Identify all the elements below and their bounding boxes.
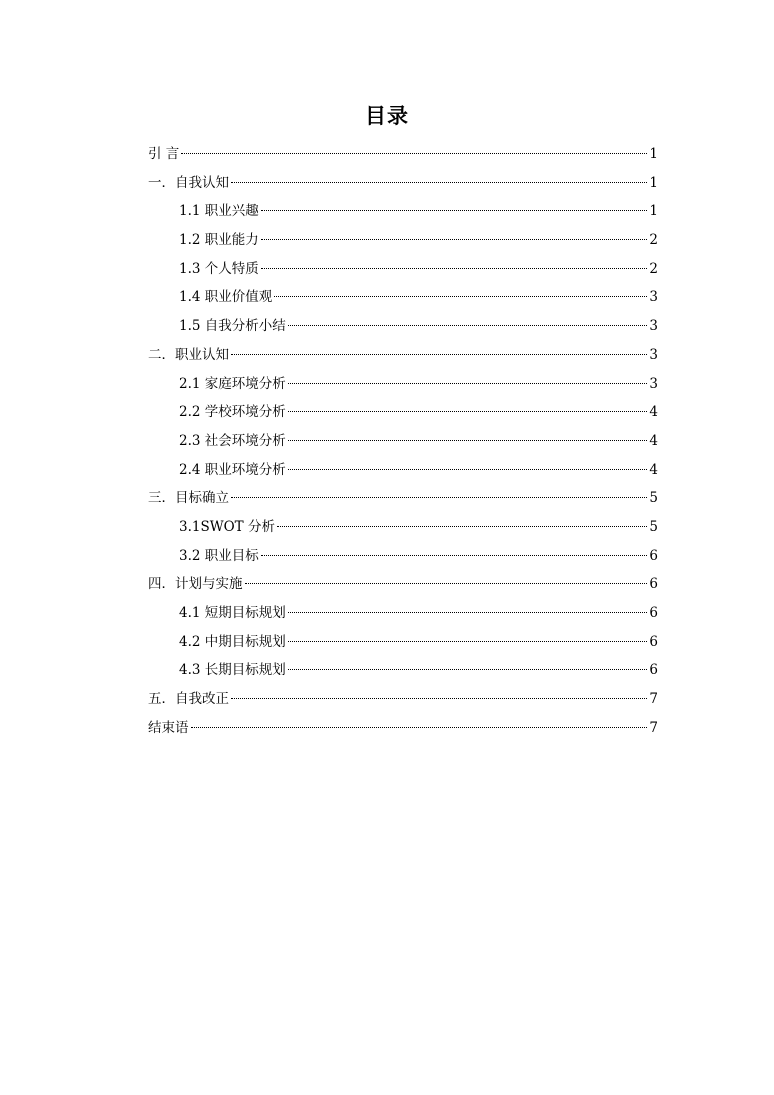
toc-entry-page-number: 6: [649, 633, 658, 650]
toc-leader-dots: [288, 440, 647, 441]
toc-entry-page-number: 3: [649, 375, 658, 392]
toc-entry-label: 2.2 学校环境分析: [179, 404, 286, 421]
toc-entry-label: 结束语: [148, 719, 189, 736]
toc-entry-page-number: 7: [649, 691, 658, 708]
toc-entry-page-number: 7: [649, 719, 658, 736]
toc-entry[interactable]: [148, 398, 658, 427]
toc-entry-page-number: 2: [649, 260, 658, 277]
toc-entry-page-number: 3: [649, 318, 658, 335]
toc-entry-label: 4.3 长期目标规划: [179, 662, 286, 679]
toc-entry[interactable]: [148, 427, 658, 456]
toc-entry-page-number: 3: [649, 346, 658, 363]
toc-leader-dots: [181, 153, 647, 154]
toc-entry-label: 1.5 自我分析小结: [179, 318, 286, 335]
toc-entry[interactable]: [148, 283, 658, 312]
toc-entry[interactable]: [148, 226, 658, 255]
toc-entry[interactable]: [148, 542, 658, 571]
toc-leader-dots: [288, 641, 647, 642]
toc-entry-label: 引 言: [148, 146, 180, 162]
toc-entry-label: 1.1 职业兴趣: [179, 203, 259, 220]
toc-entry[interactable]: [148, 197, 658, 226]
toc-entry-page-number: 4: [649, 432, 658, 449]
toc-entry-page-number: 4: [649, 404, 658, 421]
toc-entry-label: 3.1SWOT 分析: [179, 518, 275, 535]
toc-leader-dots: [277, 526, 647, 527]
toc-leader-dots: [288, 383, 647, 384]
toc-entry-page-number: 1: [649, 146, 658, 162]
toc-entry[interactable]: [148, 255, 658, 284]
toc-leader-dots: [231, 354, 647, 355]
toc-entry[interactable]: [148, 513, 658, 542]
toc-entry-label: 1.3 个人特质: [179, 260, 259, 277]
toc-entry[interactable]: [148, 484, 658, 513]
toc-entry-page-number: 6: [649, 605, 658, 621]
toc-entry-page-number: 1: [649, 203, 658, 220]
toc-leader-dots: [288, 469, 647, 470]
toc-leader-dots: [231, 698, 647, 699]
toc-entry[interactable]: [148, 714, 658, 743]
toc-entry-page-number: 6: [649, 662, 658, 679]
toc-entry[interactable]: [148, 628, 658, 657]
toc-entry-page-number: 4: [649, 461, 658, 478]
toc-leader-dots: [288, 411, 647, 412]
toc-entry-page-number: 2: [649, 232, 658, 249]
toc-entry-label: 2.3 社会环境分析: [179, 432, 286, 449]
toc-entry[interactable]: [148, 341, 658, 370]
toc-entry[interactable]: [148, 140, 658, 169]
toc-entry-page-number: 1: [649, 174, 658, 191]
toc-leader-dots: [231, 182, 647, 183]
toc-entry-label: 四．计划与实施: [148, 576, 243, 593]
toc-entry-label: 1.2 职业能力: [179, 232, 259, 249]
toc-entry[interactable]: [148, 599, 658, 628]
toc-leader-dots: [231, 497, 647, 498]
toc-entry-page-number: 6: [649, 547, 658, 564]
toc-leader-dots: [288, 612, 647, 613]
toc-entry-label: 一．自我认知: [148, 174, 229, 191]
toc-entry[interactable]: [148, 570, 658, 599]
toc-leader-dots: [261, 268, 647, 269]
toc-leader-dots: [245, 583, 648, 584]
toc-leader-dots: [191, 727, 648, 728]
toc-entry-label: 2.1 家庭环境分析: [179, 375, 286, 392]
toc-leader-dots: [288, 669, 647, 670]
toc-entry-label: 三．目标确立: [148, 490, 229, 507]
toc-entry[interactable]: [148, 169, 658, 198]
toc-entry-label: 4.1 短期目标规划: [179, 605, 286, 621]
toc-title: 目录: [365, 103, 409, 128]
toc-entry-page-number: 6: [649, 576, 658, 593]
toc-entry-label: 1.4 职业价值观: [179, 289, 273, 306]
toc-entry[interactable]: [148, 312, 658, 341]
toc-entry-label: 3.2 职业目标: [179, 547, 259, 564]
toc-leader-dots: [261, 239, 647, 240]
toc-entry-page-number: 5: [649, 518, 658, 535]
toc-entry[interactable]: [148, 685, 658, 714]
toc-leader-dots: [261, 210, 647, 211]
toc-entry[interactable]: [148, 370, 658, 399]
toc-entry-label: 2.4 职业环境分析: [179, 461, 286, 478]
toc-leader-dots: [288, 325, 647, 326]
toc-entry-label: 4.2 中期目标规划: [179, 633, 286, 650]
toc-entry-label: 二．职业认知: [148, 346, 229, 363]
toc-entry-page-number: 3: [649, 289, 658, 306]
toc-list: [148, 140, 658, 742]
toc-leader-dots: [261, 555, 647, 556]
toc-entry-page-number: 5: [649, 490, 658, 507]
toc-entry-label: 五．自我改正: [148, 691, 229, 708]
toc-entry[interactable]: [148, 656, 658, 685]
toc-leader-dots: [274, 296, 647, 297]
toc-entry[interactable]: [148, 456, 658, 485]
